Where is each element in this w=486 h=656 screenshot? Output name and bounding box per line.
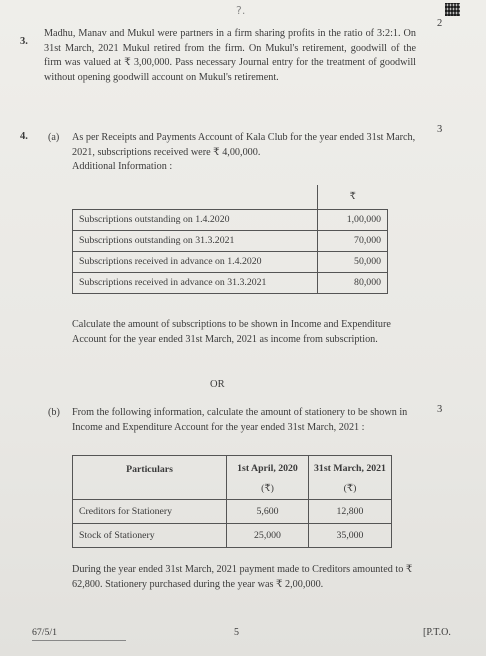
part-a-marks: 3 — [437, 124, 443, 135]
currency-header: ₹ — [318, 185, 388, 209]
part-a-question: Calculate the amount of subscriptions to be shown in Income and Expenditure Account for the year ended 31st March, 2021 as income from subscription. — [72, 319, 391, 345]
question-3-number: 3. — [20, 36, 28, 47]
table-row: Stock of Stationery 25,000 35,000 — [73, 524, 392, 548]
particulars-header: Particulars — [73, 456, 227, 500]
top-scribble: ?. — [236, 4, 246, 17]
paper-code: 67/5/1 — [32, 627, 58, 638]
table-row: Subscriptions outstanding on 1.4.2020 1,00,000 — [73, 209, 388, 230]
footer-rule — [32, 640, 126, 641]
table-row: Subscriptions received in advance on 31.3.2021 80,000 — [73, 272, 388, 293]
question-3-marks: 2 — [437, 18, 443, 29]
page-number: 5 — [234, 627, 239, 638]
part-b-text: From the following information, calculate the amount of stationery to be shown in Income and Expenditure Account for the year ended 31st March, 2021 : — [72, 407, 408, 433]
or-label: OR — [210, 379, 225, 390]
part-b-label: (b) — [48, 407, 60, 418]
part-b-marks: 3 — [437, 404, 443, 415]
stationery-table — [72, 455, 392, 548]
question-3-text: Madhu, Manav and Mukul were partners in a firm sharing profits in the ratio of 3:2:1. On 31st March, 2021 Mukul retired from the firm. On Mukul's retirement, goodwill of the firm was valued at ₹ 3,00,000. Pass necessary Journal entry for the treatment of goodwill without opening goodwill account on Mukul's retirement. — [44, 28, 416, 83]
table-header-row — [73, 456, 392, 500]
part-a-text: As per Receipts and Payments Account of Kala Club for the year ended 31st March, 2021, subscriptions received were ₹ 4,00,000. — [72, 132, 416, 158]
part-a-label: (a) — [48, 132, 60, 143]
col-1-header: 1st April, 2020 (₹) — [227, 456, 309, 500]
qr-code-icon — [445, 3, 460, 16]
table-row: Subscriptions outstanding on 31.3.2021 70,000 — [73, 230, 388, 251]
question-4-number: 4. — [20, 131, 28, 142]
subscriptions-table — [72, 185, 388, 294]
col-2-header: 31st March, 2021 (₹) — [309, 456, 392, 500]
pto-label: [P.T.O. — [423, 627, 451, 638]
part-b-footer: During the year ended 31st March, 2021 payment made to Creditors amounted to ₹ 62,800. Stationery purchased during the year was ₹ 2,00,000. — [72, 564, 413, 590]
additional-info-label: Additional Information : — [72, 161, 173, 172]
table-row: Subscriptions received in advance on 1.4.2020 50,000 — [73, 251, 388, 272]
table-row: Creditors for Stationery 5,600 12,800 — [73, 500, 392, 524]
table-header-row — [73, 185, 388, 209]
